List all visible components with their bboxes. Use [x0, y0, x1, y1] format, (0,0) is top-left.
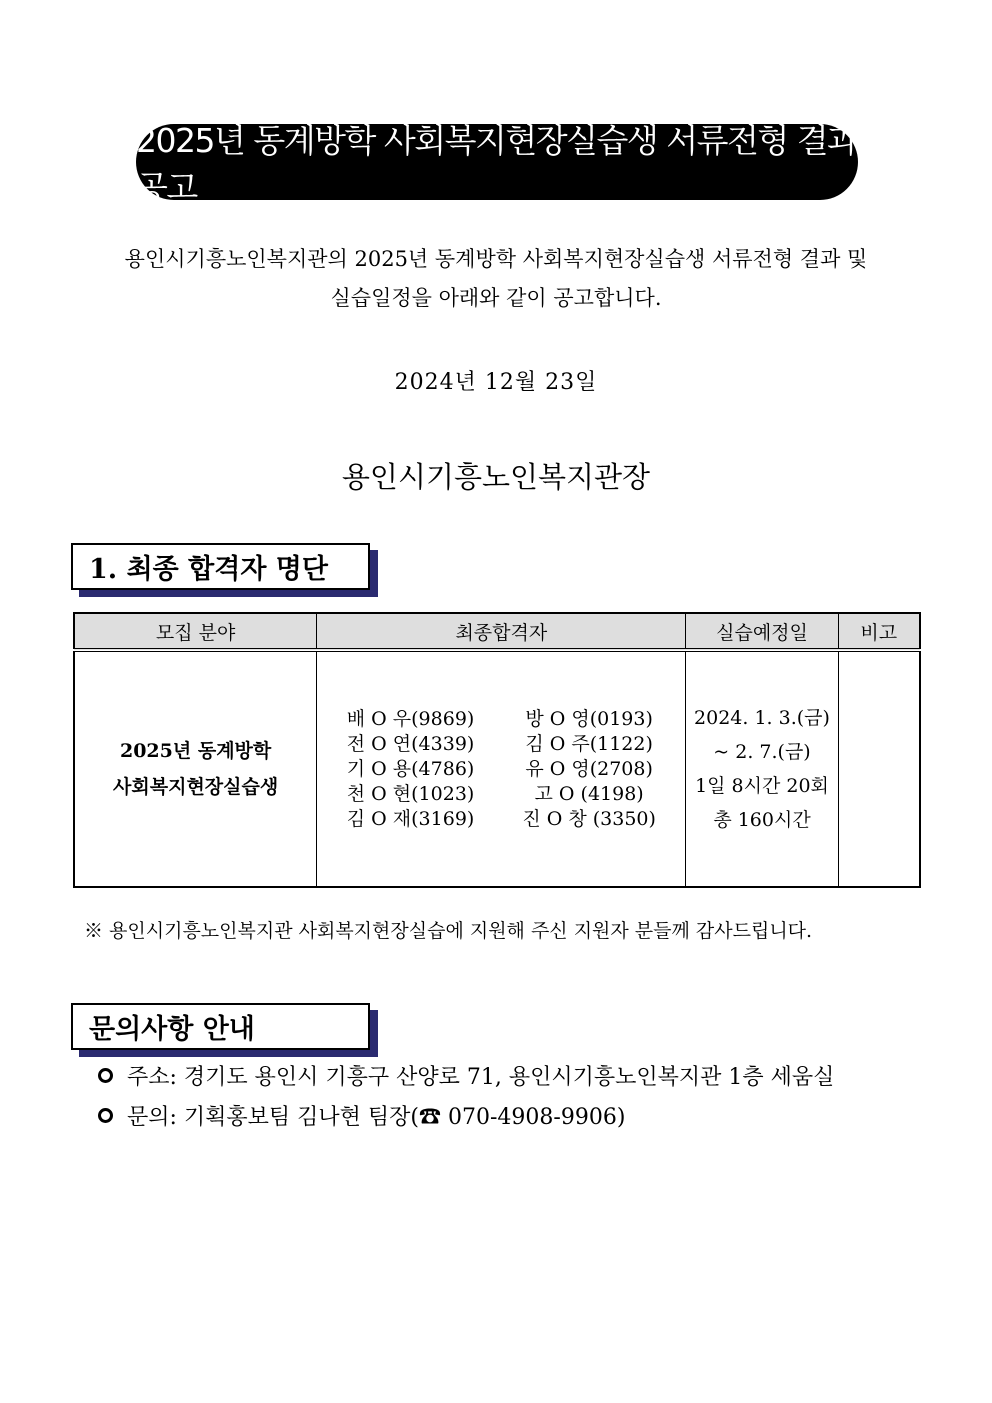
section-2-heading: 문의사항 안내	[71, 1003, 370, 1050]
period-line-4: 총 160시간	[713, 809, 811, 831]
names-column-left	[347, 707, 475, 832]
announcement-date: 2024년 12월 23일	[394, 370, 598, 395]
period-line-3: 1일 8시간 20회	[695, 775, 829, 797]
organization-name: 용인시기흥노인복지관장	[341, 460, 651, 494]
circle-bullet-icon	[98, 1108, 113, 1123]
header-remarks: 비고	[838, 613, 920, 650]
header-period: 실습예정일	[686, 613, 838, 650]
passer-name: 기 O 용(4786)	[346, 757, 475, 780]
remarks-cell	[838, 650, 920, 887]
field-cell	[74, 650, 317, 887]
intro-line-1: 용인시기흥노인복지관의 2025년 동계방학 사회복지현장실습생 서류전형 결과 및	[124, 247, 868, 271]
contact-inquiry	[98, 1100, 625, 1131]
passer-name: 천 O 현(1023)	[346, 782, 475, 805]
period-line-1: 2024. 1. 3.(금)	[694, 707, 830, 729]
intro-line-2: 실습일정을 아래와 같이 공고합니다.	[330, 286, 662, 310]
passer-name: 고 O (4198)	[534, 782, 644, 805]
contact-inquiry-text: 문의: 기획홍보팀 김나현 팀장(☎ 070-4908-9906)	[127, 1105, 626, 1130]
contact-address-text: 주소: 경기도 용인시 기흥구 산양로 71, 용인시기흥노인복지관 1층 세움실	[127, 1065, 835, 1090]
contact-address	[98, 1060, 834, 1091]
intro-text	[60, 240, 932, 318]
names-column-right	[522, 707, 656, 832]
period-cell	[686, 650, 838, 887]
passer-name: 배 O 우(9869)	[346, 707, 475, 730]
results-table	[73, 612, 921, 888]
field-line-1: 2025년 동계방학	[119, 740, 272, 762]
passer-name: 전 O 연(4339)	[346, 732, 475, 755]
period-line-2: ~ 2. 7.(금)	[713, 741, 811, 763]
passer-name: 진 O 창 (3350)	[522, 807, 656, 830]
section-1-heading: 1. 최종 합격자 명단	[71, 543, 370, 590]
header-passers: 최종합격자	[317, 613, 686, 650]
table-row	[74, 650, 920, 887]
passer-name: 방 O 영(0193)	[525, 707, 653, 730]
passer-name: 유 O 영(2708)	[525, 757, 653, 780]
page-title: 2025년 동계방학 사회복지현장실습생 서류전형 결과 공고	[136, 121, 858, 207]
header-field: 모집 분야	[74, 613, 317, 650]
passer-name: 김 O 주(1122)	[525, 732, 653, 755]
field-line-2: 사회복지현장실습생	[113, 776, 279, 798]
circle-bullet-icon	[98, 1068, 113, 1083]
table-header-row	[74, 613, 920, 650]
passers-cell	[317, 650, 686, 887]
passer-name: 김 O 재(3169)	[346, 807, 475, 830]
thank-you-note: ※ 용인시기흥노인복지관 사회복지현장실습에 지원해 주신 지원자 분들께 감사드립니다.	[84, 920, 813, 942]
